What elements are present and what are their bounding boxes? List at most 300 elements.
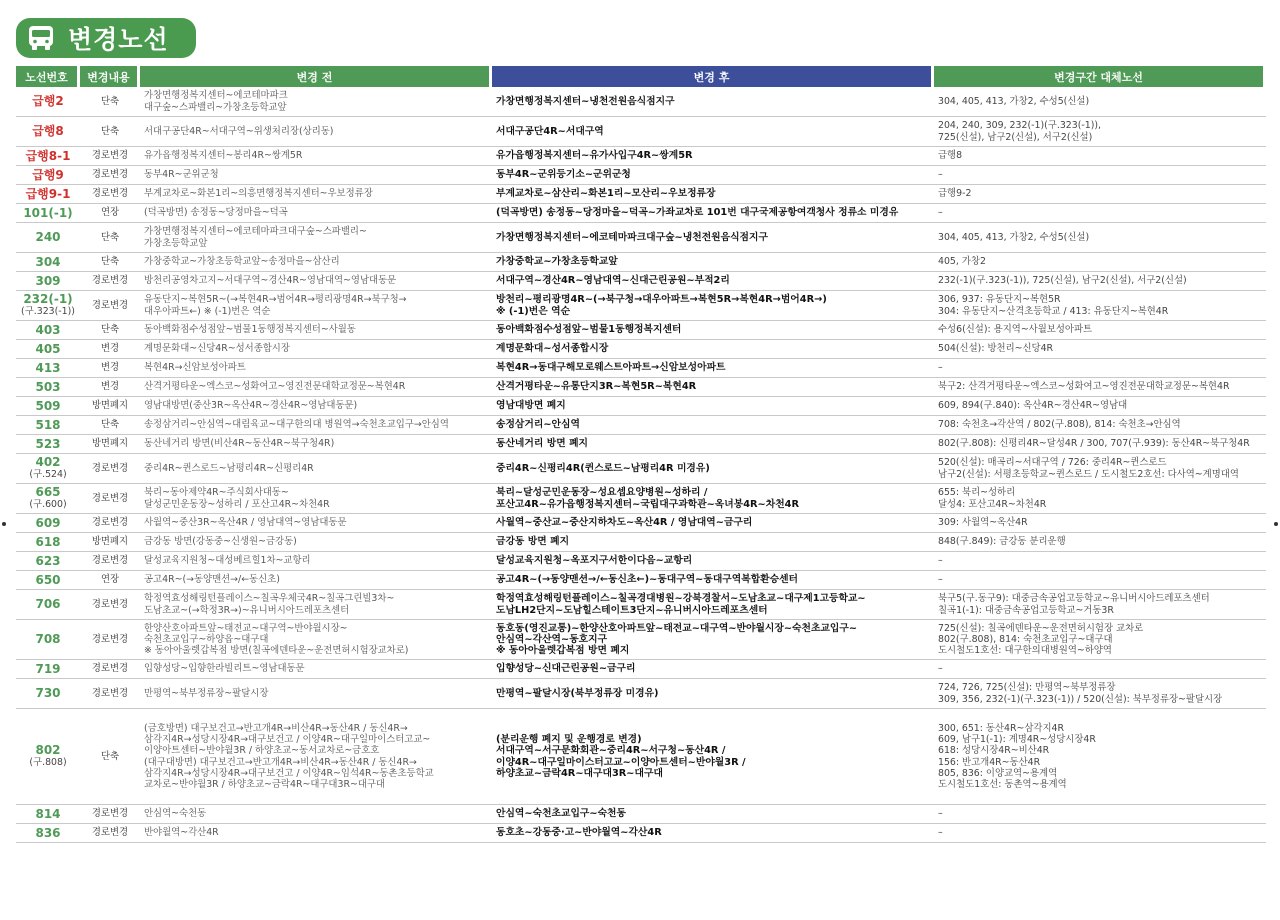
route-after-line: 안심역~각산역~동호지구 (496, 633, 608, 645)
route-number (16, 117, 80, 147)
route-after-line: ※ 동아아울렛갑복점 방면 폐지 (496, 645, 630, 657)
change-type: 경로변경 (80, 514, 140, 533)
section-title-badge (16, 18, 196, 58)
alternative-routes-line: 725(신설), 남구2(신설), 서구2(신설) (938, 131, 1093, 143)
route-number (16, 87, 80, 117)
table-row (16, 484, 1266, 514)
route-before (140, 223, 492, 253)
route-after-line: 동산네거리 방면 폐지 (496, 438, 588, 450)
route-before-line: 복현4R→신암보성아파트 (144, 362, 246, 374)
table-row (16, 435, 1266, 454)
alternative-routes-line: 북구5(구.동구9): 대중금속공업고등학교~유니버시아드레포츠센터 (938, 593, 1210, 605)
alternative-routes (934, 378, 1266, 397)
route-before-line: 산격거평타운~엑스코~성화여고~영진전문대학교정문~복현4R (144, 381, 406, 393)
table-row (16, 620, 1266, 660)
header-alternative: 변경구간 대체노선 (934, 66, 1266, 87)
route-after-line: 송정삼거리~안심역 (496, 419, 580, 431)
route-before (140, 185, 492, 204)
alternative-routes-line: 칠곡1(-1): 대중금속공업고등학교~거동3R (938, 604, 1114, 616)
route-before (140, 590, 492, 620)
route-after (492, 378, 934, 397)
alternative-routes (934, 590, 1266, 620)
change-type: 단축 (80, 223, 140, 253)
route-number (16, 571, 80, 590)
route-change-table (16, 66, 1266, 843)
route-before-line: 가창중학교~가창초등학교앞~송정마을~삼산리 (144, 256, 340, 268)
route-before (140, 253, 492, 272)
route-number (16, 147, 80, 166)
route-after (492, 147, 934, 166)
route-after-line: 북리~달성군민운동장~성요셉요양병원~성하리 / (496, 487, 708, 499)
route-number (16, 590, 80, 620)
route-before (140, 824, 492, 843)
route-before-line: 송정삼거리~안심역~대림육교~대구한의대 병원역→숙천초교입구→안심역 (144, 419, 449, 431)
route-number-label: 836 (35, 825, 61, 840)
route-before-line: 부계교차로~화본1리~의흥면행정복지센터~우보정류장 (144, 188, 373, 200)
route-after (492, 805, 934, 824)
route-after (492, 253, 934, 272)
alternative-routes (934, 571, 1266, 590)
alternative-routes-line: 232(-1)(구.323(-1)), 725(신설), 남구2(신설), 서구2(신설) (938, 275, 1187, 287)
table-row (16, 117, 1266, 147)
route-before-line: 영남대방면(중산3R~옥산4R~경산4R~영남대동문) (144, 400, 358, 412)
table-row (16, 397, 1266, 416)
route-number-label: 급행9 (32, 167, 64, 182)
table-row (16, 291, 1266, 321)
route-before-line: 사월역~중산3R~옥산4R / 영남대역~영남대동문 (144, 517, 347, 529)
route-before-line: 한양산호아파트앞~태전교~대구역~반야월시장~ (144, 622, 348, 634)
route-number (16, 397, 80, 416)
alternative-routes-line: 618: 성당시장4R~비산4R (938, 745, 1050, 757)
route-before-line: 교차로~반야월3R / 하양초교~금락4R~대구대3R~대구대 (144, 779, 385, 791)
alternative-routes-line: 도시철도1호선: 대구한의대병원역~하양역 (938, 645, 1112, 657)
change-type: 방면폐지 (80, 397, 140, 416)
alternative-routes-line: 북구2: 산격거평타운~엑스코~성화여고~영진전문대학교정문~복현4R (938, 381, 1230, 393)
alternative-routes (934, 253, 1266, 272)
table-row (16, 824, 1266, 843)
alternative-routes-line: 725(신설): 칠곡에덴타운~운전면허시험장 교차로 (938, 622, 1144, 634)
route-before-line: 학정역효성해링턴플레이스~칠곡우체국4R~칠곡그린빌3차~ (144, 593, 395, 605)
route-before (140, 571, 492, 590)
alternative-routes-line: 848(구.849): 금강동 분리운행 (938, 536, 1066, 548)
route-number-label: 518 (35, 417, 61, 432)
route-before-line: 삼각지4R→성당시장4R→대구보건고 / 이양4R~임석4R~동촌초등학교 (144, 767, 434, 779)
change-type: 단축 (80, 87, 140, 117)
route-before-line: ※ 동아아울렛갑복점 방면(칠곡에덴타운~운전면허시험장교차로) (144, 645, 409, 657)
route-after-line: 계명문화대~성서종합시장 (496, 343, 609, 355)
alternative-routes (934, 805, 1266, 824)
alternative-routes (934, 533, 1266, 552)
route-number-label: 618 (35, 534, 61, 549)
alternative-routes-line: – (938, 808, 943, 820)
change-type: 경로변경 (80, 805, 140, 824)
change-type: 변경 (80, 340, 140, 359)
route-number (16, 223, 80, 253)
route-after-line: 입향성당~신대근린공원~금구리 (496, 663, 636, 675)
route-number-label: 232(-1) (23, 292, 73, 306)
route-number-label: 급행8 (32, 124, 64, 139)
route-before-line: 유가읍행정복지센터~봉리4R~쌍계5R (144, 150, 303, 162)
route-number (16, 514, 80, 533)
route-after (492, 223, 934, 253)
route-number-label: 708 (35, 632, 61, 647)
route-after-line: 포산고4R~유가읍행정복지센터~국립대구과학관~옥녀봉4R~차천4R (496, 498, 800, 510)
route-after (492, 620, 934, 660)
alternative-routes-line: 655: 북리~성하리 (938, 487, 1016, 499)
route-after-line: 산격거평타운~유통단지3R~복현5R~복현4R (496, 381, 697, 393)
route-after (492, 552, 934, 571)
alternative-routes-line: 304, 405, 413, 가창2, 수성5(신설) (938, 95, 1090, 107)
route-number-label: 402 (35, 455, 61, 469)
table-row (16, 272, 1266, 291)
route-before-line: 동부4R~군위군청 (144, 169, 219, 181)
bus-icon (26, 23, 56, 53)
route-number-label: 650 (35, 572, 61, 587)
route-before-line: 도남초교~(→학정3R→)~유니버시아드레포츠센터 (144, 604, 350, 616)
alternative-routes-line: 802(구.808), 814: 숙천초교입구~대구대 (938, 633, 1113, 645)
route-before-line: 북리~동아제약4R~주식회사대동~ (144, 487, 289, 499)
route-after-line: 이양4R~대구일마이스터고교~이양아트센터~반야월3R / (496, 756, 746, 768)
table-row (16, 340, 1266, 359)
route-before-line: 달성교육지원청~대성베르힐1차~교항리 (144, 555, 311, 567)
table-row (16, 552, 1266, 571)
route-number (16, 378, 80, 397)
alternative-routes (934, 435, 1266, 454)
route-number-label: 609 (35, 515, 61, 530)
route-before-line: 숙천초교입구~하양읍~대구대 (144, 633, 269, 645)
alternative-routes (934, 291, 1266, 321)
alternative-routes (934, 679, 1266, 709)
change-type: 경로변경 (80, 552, 140, 571)
route-after (492, 204, 934, 223)
route-after-line: 달성교육지원청~옥포지구서한이다음~교항리 (496, 555, 693, 567)
alternative-routes (934, 117, 1266, 147)
route-number-label: 719 (35, 661, 61, 676)
route-before-line: 만평역~북부정류장~팔달시장 (144, 687, 269, 699)
route-number (16, 204, 80, 223)
route-before (140, 204, 492, 223)
alternative-routes (934, 321, 1266, 340)
route-number (16, 454, 80, 484)
route-number-label: 101(-1) (23, 205, 73, 220)
alternative-routes (934, 147, 1266, 166)
change-type: 단축 (80, 117, 140, 147)
route-number (16, 709, 80, 805)
alternative-routes-line: 405, 가창2 (938, 256, 986, 268)
table-row (16, 185, 1266, 204)
change-type: 단축 (80, 416, 140, 435)
route-before-line: 서대구공단4R~서대구역~위생처리장(상리동) (144, 125, 334, 137)
route-after-line: 복현4R→동대구해모로웨스트아파트→신암보성아파트 (496, 362, 726, 374)
table-row (16, 679, 1266, 709)
table-row (16, 87, 1266, 117)
route-before (140, 397, 492, 416)
table-row (16, 571, 1266, 590)
alternative-routes (934, 397, 1266, 416)
route-after (492, 359, 934, 378)
route-number-label: 814 (35, 806, 61, 821)
alternative-routes-line: 달성4: 포산고4R~차천4R (938, 498, 1047, 510)
alternative-routes (934, 204, 1266, 223)
table-row (16, 709, 1266, 805)
route-before-line: 대우아파트←) ※ (-1)번은 역순 (144, 305, 271, 317)
alternative-routes-line: 306, 937: 유동단지~복현5R (938, 294, 1061, 306)
page-edge-mark-left (2, 522, 6, 526)
alternative-routes (934, 166, 1266, 185)
alternative-routes (934, 454, 1266, 484)
route-before (140, 484, 492, 514)
route-after (492, 709, 934, 805)
route-after-line: ※ (-1)번은 역순 (496, 305, 571, 317)
route-after-line: 학정역효성해링턴플레이스~칠곡경대병원~강북경찰서~도남초교~대구제1고등학교~ (496, 593, 866, 605)
page-edge-mark-right (1274, 522, 1278, 526)
route-before-line: 안심역~숙천동 (144, 808, 207, 820)
route-number (16, 185, 80, 204)
route-before (140, 378, 492, 397)
route-number-label: 급행2 (32, 94, 64, 109)
route-before (140, 147, 492, 166)
route-before (140, 359, 492, 378)
route-before-line: 계명문화대~신당4R~성서종합시장 (144, 343, 290, 355)
route-after-line: 서대구역~서구문화회관~중리4R~서구청~동산4R / (496, 745, 726, 757)
route-former-number: (구.600) (29, 498, 67, 510)
alternative-routes-line: 802(구.808): 신평리4R~달성4R / 300, 707(구.939): 동산4R~북구청4R (938, 438, 1250, 450)
table-row (16, 454, 1266, 484)
route-after-line: 영남대방면 폐지 (496, 400, 566, 412)
table-row (16, 378, 1266, 397)
route-after (492, 340, 934, 359)
route-before-line: 삼각지4R→성당시장4R→대구보건고 / 이양4R~대구일마이스터고교~ (144, 733, 431, 745)
alternative-routes-line: 504(신설): 방천리~신당4R (938, 343, 1054, 355)
route-number-label: 급행9-1 (25, 186, 71, 201)
change-type: 단축 (80, 253, 140, 272)
route-before-line: 가창초등학교앞 (144, 237, 208, 249)
alternative-routes (934, 484, 1266, 514)
alternative-routes-line: – (938, 555, 943, 567)
route-before (140, 514, 492, 533)
route-former-number: (구.524) (29, 468, 67, 480)
route-number-label: 623 (35, 553, 61, 568)
table-row (16, 204, 1266, 223)
change-type: 경로변경 (80, 454, 140, 484)
route-before (140, 620, 492, 660)
table-row (16, 321, 1266, 340)
route-after-line: 안심역~숙천초교입구~숙천동 (496, 808, 626, 820)
route-before-line: 가창면행정복지센터~에코테마파크대구숲~스파밸리~ (144, 226, 367, 238)
route-before (140, 416, 492, 435)
route-after-line: 사월역~중산교~중산지하차도~옥산4R / 영남대역~금구리 (496, 517, 753, 529)
alternative-routes-line: 520(신설): 매곡리~서대구역 / 726: 중리4R~퀸스로드 (938, 457, 1167, 469)
change-type: 연장 (80, 571, 140, 590)
table-row (16, 590, 1266, 620)
alternative-routes-line: 300, 651: 동산4R~삼각지4R (938, 722, 1064, 734)
route-before-line: 유동단지~복현5R~(→복현4R→범어4R→평리광명4R→북구청→ (144, 294, 407, 306)
alternative-routes-line: 도시철도1호선: 동촌역~용계역 (938, 779, 1067, 791)
route-former-number: (구.323(-1)) (21, 305, 75, 317)
change-type: 경로변경 (80, 824, 140, 843)
route-after (492, 185, 934, 204)
route-before (140, 87, 492, 117)
route-after-line: (덕곡방면) 송정동~당정마을~덕곡~가좌교차로 101번 대구국제공항여객청사 정류소 미경유 (496, 207, 899, 219)
table-row (16, 805, 1266, 824)
route-before (140, 291, 492, 321)
route-after-line: 동아백화점수성점앞~범물1동행정복지센터 (496, 324, 682, 336)
alternative-routes-line: 609, 894(구.840): 옥산4R~경산4R~영남대 (938, 400, 1128, 412)
route-before (140, 709, 492, 805)
route-before (140, 679, 492, 709)
table-header-row (16, 66, 1266, 87)
route-number (16, 533, 80, 552)
route-before-line: 금강동 방면(강동중~신생원~금강동) (144, 536, 297, 548)
route-before-line: (덕곡방면) 송정동~당정마을~덕곡 (144, 207, 288, 219)
route-after (492, 824, 934, 843)
route-after-line: 만평역~팔달시장(북부정류장 미경유) (496, 687, 659, 699)
change-type: 경로변경 (80, 679, 140, 709)
table-row (16, 147, 1266, 166)
change-type: 방면폐지 (80, 533, 140, 552)
route-after (492, 679, 934, 709)
table-row (16, 166, 1266, 185)
alternative-routes (934, 340, 1266, 359)
change-type: 경로변경 (80, 147, 140, 166)
route-after-line: 서대구역~경산4R~영남대역~신대근린공원~부적2리 (496, 275, 730, 287)
route-number (16, 416, 80, 435)
route-after (492, 514, 934, 533)
route-number-label: 403 (35, 322, 61, 337)
route-before (140, 660, 492, 679)
route-after-line: 방천리~평리광명4R~(→북구청→대우아파트→복현5R→복현4R→범어4R→) (496, 294, 827, 306)
route-after (492, 117, 934, 147)
route-number (16, 805, 80, 824)
route-after-line: 도남LH2단지~도남힐스테이트3단지~유니버시아드레포츠센터 (496, 604, 768, 616)
alternative-routes-line: 708: 숙천초→각산역 / 802(구.808), 814: 숙천초→안심역 (938, 419, 1181, 431)
route-after (492, 590, 934, 620)
change-type: 경로변경 (80, 590, 140, 620)
route-after (492, 435, 934, 454)
route-before-line: 방천리공영차고지~서대구역~경산4R~영남대역~영남대동문 (144, 275, 397, 287)
route-before-line: 입향성당~입향한라빌리트~영남대동문 (144, 663, 305, 675)
route-number (16, 552, 80, 571)
route-after-line: 부계교차로~삼산리~화본1리~모산리~우보정류장 (496, 188, 716, 200)
route-before (140, 272, 492, 291)
alternative-routes (934, 709, 1266, 805)
route-number-label: 405 (35, 341, 61, 356)
route-before-line: (금호방면) 대구보건고→반고개4R→비산4R→동산4R / 동신4R→ (144, 722, 408, 734)
route-after-line: 유가읍행정복지센터~유가사입구4R~쌍계5R (496, 150, 693, 162)
route-number (16, 359, 80, 378)
route-before (140, 166, 492, 185)
alternative-routes (934, 185, 1266, 204)
route-number (16, 272, 80, 291)
route-after (492, 571, 934, 590)
route-after (492, 533, 934, 552)
header-change-type: 변경내용 (80, 66, 140, 87)
alternative-routes-line: – (938, 207, 943, 219)
alternative-routes-line: 609, 남구1(-1): 계명4R~성당시장4R (938, 733, 1096, 745)
route-before (140, 340, 492, 359)
alternative-routes-line: 남구2(신설): 서평초등학교~퀸스로드 / 도시철도2호선: 다사역~계명대역 (938, 468, 1239, 480)
route-before-line: (대구대방면) 대구보건고→반고개4R→비산4R→동산4R / 동신4R→ (144, 756, 417, 768)
route-after (492, 272, 934, 291)
route-after-line: 금강동 방면 폐지 (496, 536, 570, 548)
route-number (16, 321, 80, 340)
alternative-routes-line: 805, 836: 이양교역~용계역 (938, 767, 1058, 779)
route-number (16, 166, 80, 185)
route-number (16, 484, 80, 514)
route-before-line: 가창면행정복지센터~에코테마파크 (144, 90, 288, 102)
route-before (140, 321, 492, 340)
route-number (16, 291, 80, 321)
route-after-line: 서대구공단4R~서대구역 (496, 125, 604, 137)
change-type: 단축 (80, 709, 140, 805)
table-row (16, 223, 1266, 253)
route-before-line: 중리4R~퀸스로드~남평리4R~신평리4R (144, 462, 314, 474)
route-number-label: 509 (35, 398, 61, 413)
table-row (16, 533, 1266, 552)
header-before: 변경 전 (140, 66, 492, 87)
table-row (16, 514, 1266, 533)
alternative-routes (934, 272, 1266, 291)
alternative-routes-line: 304: 유동단지~산격초등학교 / 413: 유동단지~복현4R (938, 305, 1169, 317)
alternative-routes (934, 514, 1266, 533)
route-after (492, 416, 934, 435)
table-row (16, 359, 1266, 378)
route-number-label: 706 (35, 597, 61, 612)
route-after (492, 166, 934, 185)
alternative-routes-line: 156: 반고개4R~동산4R (938, 756, 1041, 768)
header-after: 변경 후 (492, 66, 934, 87)
alternative-routes (934, 824, 1266, 843)
alternative-routes (934, 223, 1266, 253)
alternative-routes-line: 309, 356, 232(-1)(구.323(-1)) / 520(신설): 북부정류장~팔달시장 (938, 693, 1223, 705)
change-type: 방면폐지 (80, 435, 140, 454)
change-type: 경로변경 (80, 660, 140, 679)
route-before-line: 달성군민운동장~성하리 / 포산고4R~차천4R (144, 498, 330, 510)
route-number-label: 523 (35, 436, 61, 451)
route-after-line: 중리4R~신평리4R(퀸스로드~남평리4R 미경유) (496, 462, 710, 474)
alternative-routes-line: – (938, 663, 943, 675)
route-after-line: 가창면행정복지센터~에코테마파크대구숲~냉천전원음식점지구 (496, 231, 768, 243)
table-body (16, 87, 1266, 843)
route-before (140, 805, 492, 824)
route-before (140, 435, 492, 454)
alternative-routes (934, 416, 1266, 435)
route-before-line: 동산네거리 방면(비산4R~동산4R~북구청4R) (144, 438, 335, 450)
route-after-line: 동부4R~군위등기소~군위군청 (496, 169, 631, 181)
alternative-routes-line: 급행8 (938, 150, 963, 162)
alternative-routes-line: – (938, 827, 943, 839)
route-before-line: 동아백화점수성점앞~범물1동행정복지센터~사월동 (144, 324, 356, 336)
route-number-label: 413 (35, 360, 61, 375)
alternative-routes (934, 359, 1266, 378)
change-type: 경로변경 (80, 272, 140, 291)
route-number-label: 665 (35, 485, 61, 499)
route-number-label: 802 (35, 743, 61, 757)
change-type: 변경 (80, 378, 140, 397)
header-route-no: 노선번호 (16, 66, 80, 87)
route-after-line: 하양초교~금락4R~대구대3R~대구대 (496, 767, 663, 779)
alternative-routes-line: 724, 726, 725(신설): 만평역~북부정류장 (938, 682, 1116, 694)
route-before-line: 공고4R~(→동양맨션→/←동신초) (144, 574, 280, 586)
change-type: 경로변경 (80, 166, 140, 185)
route-before (140, 117, 492, 147)
route-after-line: (분리운행 폐지 및 운행경로 변경) (496, 733, 642, 745)
alternative-routes-line: 304, 405, 413, 가창2, 수성5(신설) (938, 231, 1090, 243)
route-after (492, 397, 934, 416)
route-after (492, 321, 934, 340)
route-before-line: 반야월역~각산4R (144, 827, 219, 839)
route-former-number: (구.808) (29, 756, 67, 768)
